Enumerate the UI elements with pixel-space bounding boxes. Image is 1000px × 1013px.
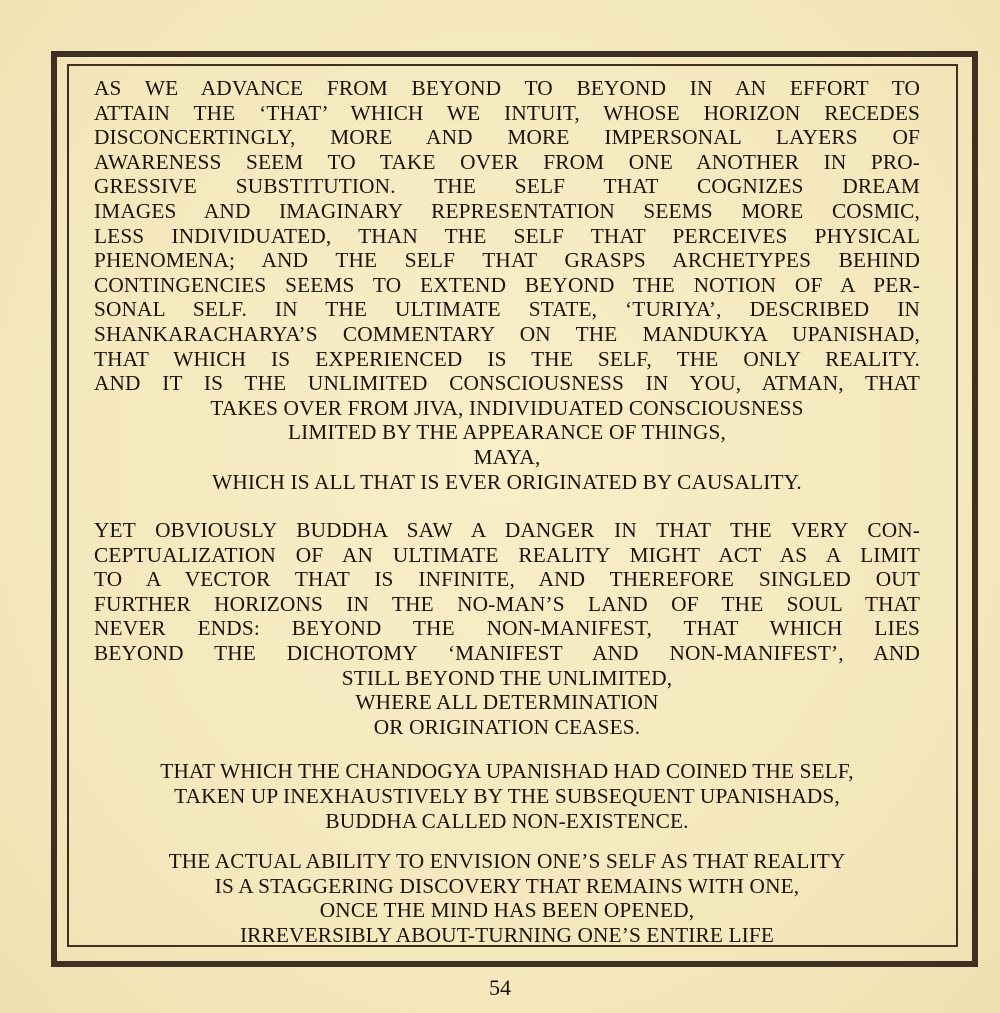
text-line: ONCE THE MIND HAS BEEN OPENED, bbox=[319, 898, 695, 923]
text-line: TAKEN UP INEXHAUSTIVELY BY THE SUBSEQUENT UPANISHADS, bbox=[174, 784, 840, 809]
text-line: FURTHER HORIZONS IN THE NO-MAN’S LAND OF THE SOUL THAT bbox=[94, 591, 920, 616]
text-line: PHENOMENA; AND THE SELF THAT GRASPS ARCHETYPES BEHIND bbox=[94, 248, 920, 273]
text-line: STILL BEYOND THE UNLIMITED, bbox=[341, 665, 673, 690]
paragraph bbox=[94, 759, 920, 833]
text-line: AWARENESS SEEM TO TAKE OVER FROM ONE ANOTHER IN PRO- bbox=[94, 149, 920, 174]
page-body-text bbox=[94, 76, 920, 948]
text-line: IRREVERSIBLY ABOUT-TURNING ONE’S ENTIRE LIFE bbox=[239, 923, 775, 947]
text-line: CONTINGENCIES SEEMS TO EXTEND BEYOND THE NOTION OF A PER- bbox=[94, 272, 920, 297]
text-line: SHANKARACHARYA’S COMMENTARY ON THE MANDUKYA UPANISHAD, bbox=[94, 321, 920, 346]
text-line: THE ACTUAL ABILITY TO ENVISION ONE’S SELF AS THAT REALITY bbox=[168, 849, 846, 874]
text-line: YET OBVIOUSLY BUDDHA SAW A DANGER IN THAT THE VERY CON- bbox=[94, 518, 920, 543]
text-line: THAT WHICH THE CHANDOGYA UPANISHAD HAD COINED THE SELF, bbox=[160, 759, 854, 784]
text-line: CEPTUALIZATION OF AN ULTIMATE REALITY MIGHT ACT AS A LIMIT bbox=[94, 542, 920, 567]
text-line: TAKES OVER FROM JIVA, INDIVIDUATED CONSCIOUSNESS bbox=[210, 395, 804, 420]
text-line: LESS INDIVIDUATED, THAN THE SELF THAT PERCEIVES PHYSICAL bbox=[94, 223, 920, 248]
paragraph bbox=[94, 849, 920, 947]
text-line: BUDDHA CALLED NON-EXISTENCE. bbox=[325, 808, 689, 833]
text-line: GRESSIVE SUBSTITUTION. THE SELF THAT COGNIZES DREAM bbox=[94, 174, 920, 199]
text-line: BEYOND THE DICHOTOMY ‘MANIFEST AND NON-MANIFEST’, AND bbox=[94, 641, 920, 666]
text-line: LIMITED BY THE APPEARANCE OF THINGS, bbox=[287, 420, 727, 445]
text-line: OR ORIGINATION CEASES. bbox=[373, 714, 641, 739]
text-line: WHERE ALL DETERMINATION bbox=[355, 690, 659, 715]
text-line: SONAL SELF. IN THE ULTIMATE STATE, ‘TURIYA’, DESCRIBED IN bbox=[94, 297, 920, 322]
text-line: DISCONCERTINGLY, MORE AND MORE IMPERSONAL LAYERS OF bbox=[94, 125, 920, 150]
paragraph bbox=[94, 518, 920, 739]
text-line: IS A STAGGERING DISCOVERY THAT REMAINS WITH ONE, bbox=[214, 873, 800, 898]
text-line: TO A VECTOR THAT IS INFINITE, AND THEREFORE SINGLED OUT bbox=[94, 567, 920, 592]
text-line: NEVER ENDS: BEYOND THE NON-MANIFEST, THAT WHICH LIES bbox=[94, 616, 920, 641]
text-line: AS WE ADVANCE FROM BEYOND TO BEYOND IN AN EFFORT TO bbox=[94, 76, 920, 100]
text-line: WHICH IS ALL THAT IS EVER ORIGINATED BY CAUSALITY. bbox=[212, 469, 802, 494]
text-line: MAYA, bbox=[473, 444, 541, 469]
text-line: ATTAIN THE ‘THAT’ WHICH WE INTUIT, WHOSE HORIZON RECEDES bbox=[94, 100, 920, 125]
text-line: IMAGES AND IMAGINARY REPRESENTATION SEEMS MORE COSMIC, bbox=[94, 198, 920, 223]
page-number: 54 bbox=[489, 975, 511, 1000]
paragraph bbox=[94, 76, 920, 494]
text-line: AND IT IS THE UNLIMITED CONSCIOUSNESS IN YOU, ATMAN, THAT bbox=[94, 371, 920, 396]
text-line: THAT WHICH IS EXPERIENCED IS THE SELF, THE ONLY REALITY. bbox=[94, 346, 920, 371]
